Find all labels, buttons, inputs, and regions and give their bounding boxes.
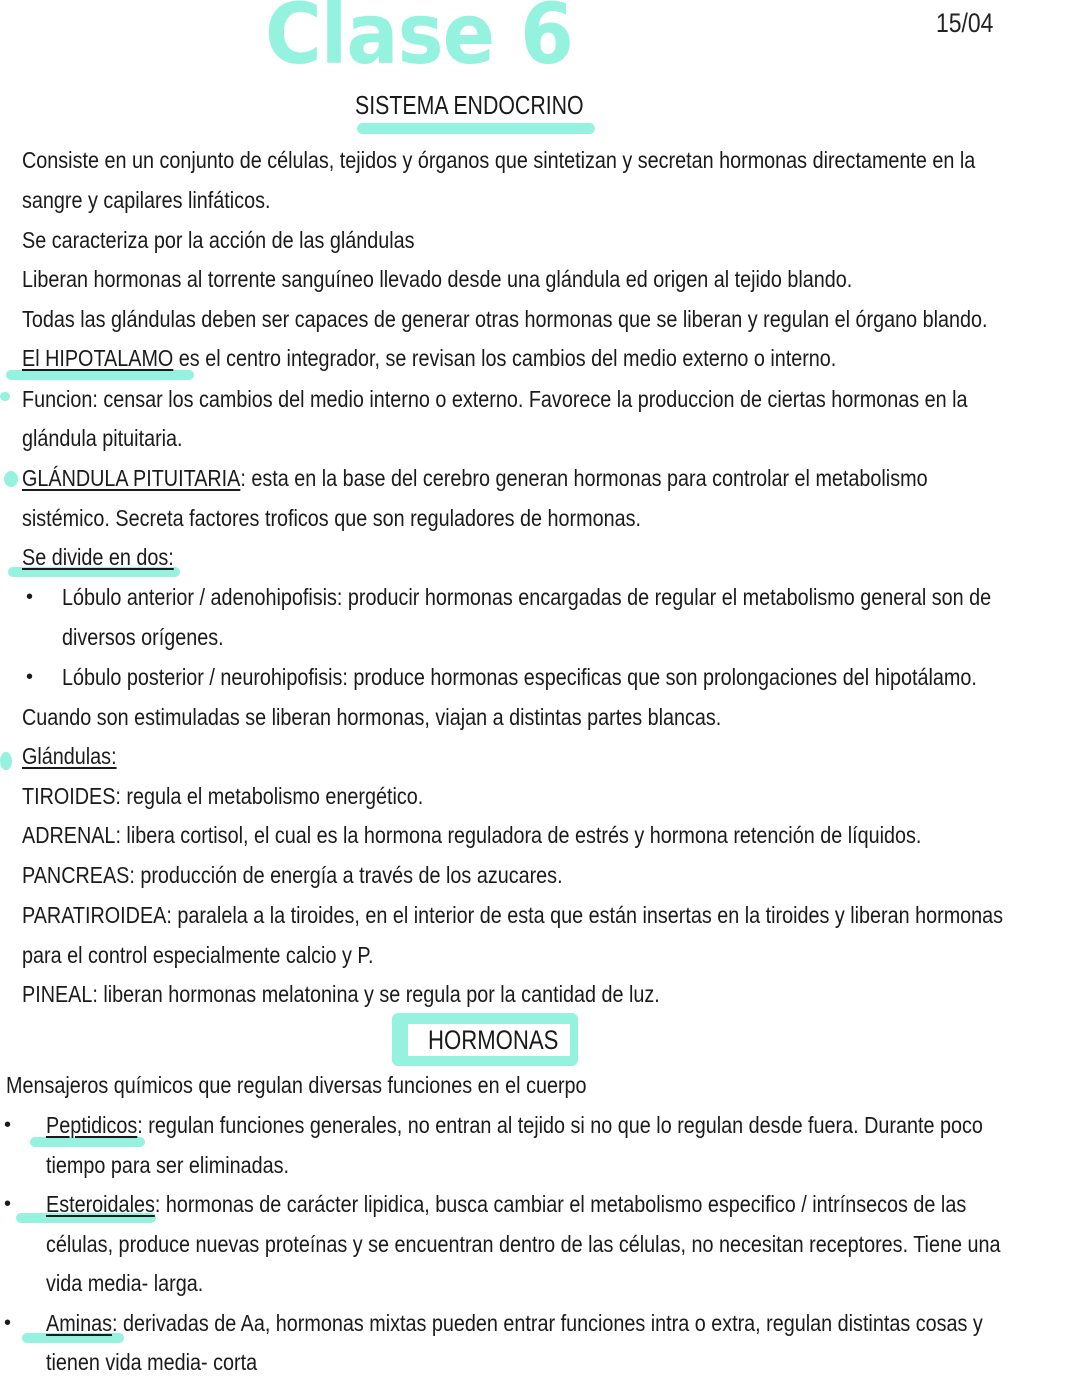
esteroidales-line-3: vida media- larga. bbox=[46, 1270, 204, 1296]
pituitaria-term: GLÁNDULA PITUITARIA bbox=[22, 465, 241, 491]
pituitaria-text: : esta en la base del cerebro generan hormonas para controlar el metabolismo bbox=[240, 465, 928, 491]
margin-mark bbox=[0, 392, 10, 401]
lobe-anterior-line-1: Lóbulo anterior / adenohipofisis: producir hormonas encargadas de regular el metabolismo general son de bbox=[62, 584, 992, 610]
hormonas-heading: HORMONAS bbox=[428, 1025, 559, 1055]
gland-adrenal bbox=[22, 820, 921, 850]
hipotalamo-text: es el centro integrador, se revisan los cambios del medio externo o interno. bbox=[173, 345, 837, 371]
gland-paratiroidea-line-2: para el control especialmente calcio y P. bbox=[22, 942, 374, 968]
aminas-text: : derivadas de Aa, hormonas mixtas pueden entrar funciones intra o extra, regulan distintas cosas y bbox=[111, 1310, 983, 1336]
pituitaria-line-1 bbox=[22, 463, 928, 493]
intro-line-2: sangre y capilares linfáticos. bbox=[22, 187, 271, 213]
bullet-icon: • bbox=[4, 1312, 12, 1334]
gland-paratiroidea bbox=[22, 900, 1003, 930]
date-label: 15/04 bbox=[936, 8, 994, 38]
bullet-icon: • bbox=[4, 1114, 12, 1136]
peptidicos-line-2: tiempo para ser eliminadas. bbox=[46, 1152, 289, 1178]
divide-label: Se divide en dos: bbox=[22, 544, 174, 570]
glandulas-label: Glándulas: bbox=[22, 743, 117, 769]
gland-desc: : producción de energía a través de los azucares. bbox=[129, 862, 563, 888]
estimuladas-line: Cuando son estimuladas se liberan hormonas, viajan a distintas partes blancas. bbox=[22, 704, 722, 730]
esteroidales-text: : hormonas de carácter lipidica, busca cambiar el metabolismo especifico / intrínsecos de las bbox=[154, 1191, 967, 1217]
bullet-icon: • bbox=[4, 1193, 12, 1215]
gland-pineal bbox=[22, 979, 660, 1009]
bullet-icon: • bbox=[26, 666, 34, 688]
lobe-anterior-line-2: diversos orígenes. bbox=[62, 624, 224, 650]
funcion-line-2: glándula pituitaria. bbox=[22, 425, 183, 451]
aminas-line-2: tienen vida media- corta bbox=[46, 1349, 258, 1375]
funcion-line-1: Funcion: censar los cambios del medio interno o externo. Favorece la produccion de ciertas hormonas en la bbox=[22, 386, 968, 412]
pituitaria-dot-icon bbox=[4, 471, 18, 487]
gland-name: TIROIDES bbox=[22, 783, 116, 809]
section-subtitle: SISTEMA ENDOCRINO bbox=[355, 90, 584, 120]
peptidicos-text: : regulan funciones generales, no entran al tejido si no que lo regulan desde fuera. Durante poco bbox=[137, 1112, 983, 1138]
intro-line-3: Se caracteriza por la acción de las glándulas bbox=[22, 227, 415, 253]
hipotalamo-line bbox=[22, 343, 836, 373]
bullet-icon: • bbox=[26, 586, 34, 608]
gland-name: PARATIROIDEA bbox=[22, 902, 167, 928]
gland-name: PANCREAS bbox=[22, 862, 130, 888]
aminas-line-1 bbox=[46, 1308, 983, 1338]
lobe-posterior-line-1: Lóbulo posterior / neurohipofisis: produce hormonas especificas que son prolongaciones del hipotálamo. bbox=[62, 664, 977, 690]
intro-line-5: Todas las glándulas deben ser capaces de generar otras hormonas que se liberan y regulan el órgano blando. bbox=[22, 306, 988, 332]
gland-desc: : regula el metabolismo energético. bbox=[115, 783, 424, 809]
gland-desc: : liberan hormonas melatonina y se regula por la cantidad de luz. bbox=[92, 981, 660, 1007]
pituitaria-line-2: sistémico. Secreta factores troficos que son reguladores de hormonas. bbox=[22, 505, 641, 531]
gland-desc: : paralela a la tiroides, en el interior de esta que están insertas en la tiroides y liberan hormonas bbox=[166, 902, 1004, 928]
intro-line-4: Liberan hormonas al torrente sanguíneo llevado desde una glándula ed origen al tejido blando. bbox=[22, 266, 853, 292]
esteroidales-term: Esteroidales bbox=[46, 1191, 155, 1217]
glandulas-dot-icon bbox=[0, 752, 12, 770]
page-title: Clase 6 bbox=[265, 0, 574, 83]
peptidicos-term: Peptidicos bbox=[46, 1112, 138, 1138]
esteroidales-line-2: células, produce nuevas proteínas y se encuentran dentro de las células, no necesitan receptores. Tiene una bbox=[46, 1231, 1001, 1257]
peptidicos-line-1 bbox=[46, 1110, 983, 1140]
hormonas-intro: Mensajeros químicos que regulan diversas funciones en el cuerpo bbox=[6, 1072, 587, 1098]
esteroidales-line-1 bbox=[46, 1189, 966, 1219]
hipotalamo-term: El HIPOTALAMO bbox=[22, 345, 174, 371]
gland-desc: : libera cortisol, el cual es la hormona reguladora de estrés y hormona retención de líquidos. bbox=[115, 822, 922, 848]
gland-tiroides bbox=[22, 781, 423, 811]
intro-line-1: Consiste en un conjunto de células, tejidos y órganos que sintetizan y secretan hormonas directamente en la bbox=[22, 147, 976, 173]
gland-pancreas bbox=[22, 860, 563, 890]
gland-name: PINEAL bbox=[22, 981, 93, 1007]
subtitle-highlight-bar bbox=[357, 123, 595, 134]
gland-name: ADRENAL bbox=[22, 822, 116, 848]
aminas-term: Aminas bbox=[46, 1310, 112, 1336]
